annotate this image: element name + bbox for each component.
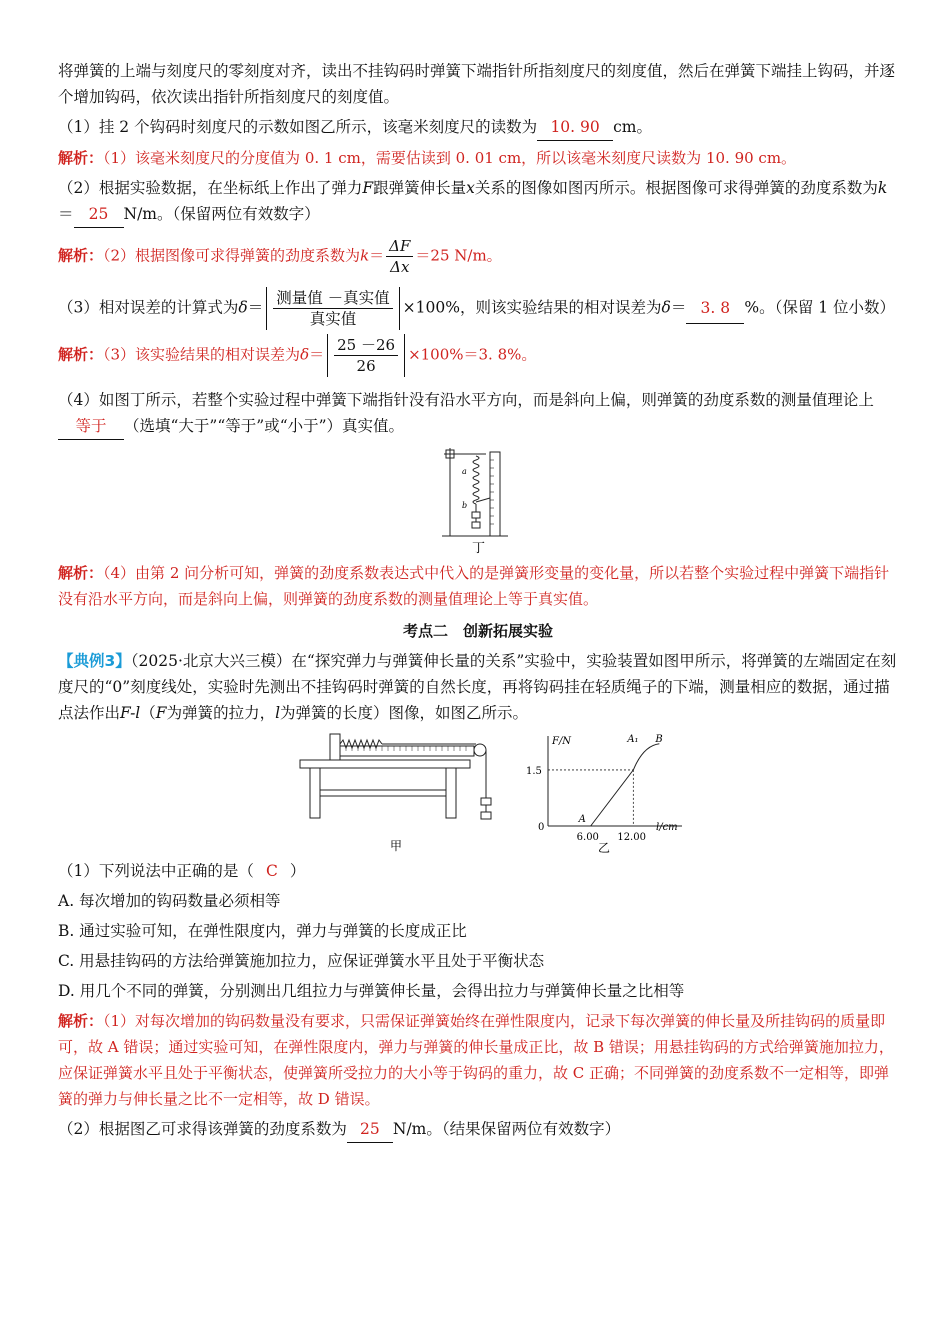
spring — [473, 456, 479, 504]
fraction-denominator: 真实值 — [309, 310, 357, 328]
analysis-1 — [58, 145, 898, 171]
question-5-suffix: ） — [289, 862, 306, 880]
question-2-suffix: N/m。（保留两位有效数字） — [123, 205, 320, 223]
question-4 — [58, 387, 898, 440]
analysis-label: 解析： — [58, 564, 104, 582]
figure-yi-caption: 乙 — [598, 841, 611, 855]
spring — [340, 740, 382, 748]
y-tick-label: 1.5 — [526, 765, 542, 777]
fraction-denominator: Δx — [390, 258, 410, 276]
symbol-f: F — [155, 704, 167, 722]
fraction-denominator: 26 — [356, 357, 376, 375]
question-1-answer: 10. 90 — [537, 114, 613, 141]
question-3-answer: 3. 8 — [686, 293, 744, 324]
question-2-mid2: 关系的图像如图丙所示。根据图像可求得弹簧的劲度系数为 — [474, 179, 878, 197]
analysis-label: 解析： — [58, 1012, 104, 1030]
figure-ding-caption: 丁 — [472, 541, 486, 556]
question-6-answer: 25 — [347, 1116, 393, 1143]
option-a: A. 每次增加的钩码数量必须相等 — [58, 892, 281, 910]
table-leg-left — [310, 768, 320, 818]
example-tag: 【典例3】 — [58, 652, 131, 670]
label-b: b — [462, 501, 468, 510]
symbol-k: k — [360, 246, 370, 265]
equals-sign: ＝ — [58, 205, 74, 223]
analysis-4 — [58, 560, 898, 612]
option-c: C. 用悬挂钩码的方法给弹簧施加拉力，应保证弹簧水平且处于平衡状态 — [58, 952, 545, 970]
question-4-suffix: （选填“大于”“等于”或“小于”）真实值。 — [124, 417, 405, 435]
question-5-text: （1）下列说法中正确的是（ — [58, 862, 254, 880]
question-4-answer: 等于 — [58, 413, 124, 440]
question-2-text: （2）根据实验数据，在坐标纸上作出了弹力 — [58, 179, 363, 197]
analysis-5-text: （1）对每次增加的钩码数量没有要求，只需保证弹簧始终在弹性限度内，记录下每次弹簧的伸长量及所挂钩码的质量即可，故 A 错误；通过实验可知，在弹性限度内，弹力与弹簧的伸长量成正比，故 B 错误；用悬挂钩码的方式给弹簧施加拉力，应保证弹簧水平且处于平衡状态，使弹簧所受拉力的大小等于钩码的重力，故 C 正确；不同弹簧的劲度系数不一定相等，即弹簧的弹力与伸长量之比不一定相等，故 D 错误。 — [58, 1012, 894, 1108]
section-title: 考点二 创新拓展实验 — [402, 622, 553, 640]
example-3-text: （2025·北京大兴三模）在“探究弹力与弹簧伸长量的关系”实验中，实验装置如图甲所示，将弹簧的左端固定在刻度尺的“0”刻度线处，实验时先测出不挂钩码时弹簧的自然长度，再将钩码挂在轻质绳子的下端，测量相应的数据，通过描点法作出 — [58, 652, 897, 722]
figure-jia — [296, 730, 496, 856]
analysis-2 — [58, 236, 898, 277]
x-tick-label: 6.00 — [576, 832, 599, 843]
series-line — [591, 744, 660, 826]
equals-sign: ＝ — [670, 298, 687, 317]
intro-paragraph: 将弹簧的上端与刻度尺的零刻度对齐，读出不挂钩码时弹簧下端指针所指刻度尺的刻度值，然后在弹簧下端挂上钩码，并逐个增加钩码，依次读出指针所指刻度尺的刻度值。 — [58, 62, 896, 106]
x-axis-label: l/cm — [656, 822, 678, 833]
question-1-suffix: cm。 — [613, 118, 652, 136]
question-3-suffix: %。（保留 1 位小数） — [744, 298, 896, 317]
equals-sign: ＝ — [309, 345, 325, 364]
point-label-b: B — [655, 734, 663, 745]
analysis-label: 解析： — [58, 345, 104, 364]
origin-label: 0 — [538, 822, 545, 833]
analysis-3-result: ×100%＝3. 8%。 — [408, 345, 537, 364]
figure-yi-chart — [518, 730, 688, 856]
analysis-5 — [58, 1008, 898, 1112]
question-6 — [58, 1116, 898, 1143]
fraction-numeric — [334, 335, 398, 376]
weight-1 — [481, 798, 491, 805]
question-3-text: （3）相对误差的计算式为 — [58, 298, 239, 317]
question-2-mid: 跟弹簧伸长量 — [373, 179, 467, 197]
question-5-answer: C — [265, 862, 278, 880]
fixed-block — [330, 734, 340, 760]
y-axis-label: F/N — [552, 736, 572, 747]
question-1 — [58, 114, 898, 141]
question-4-text: （4）如图丁所示，若整个实验过程中弹簧下端指针没有沿水平方向，而是斜向上偏，则弹簧的劲度系数的测量值理论上 — [58, 391, 874, 409]
question-2-answer: 25 — [74, 201, 124, 228]
analysis-2-result: ＝25 N/m。 — [415, 246, 502, 265]
question-5 — [58, 858, 898, 884]
document-page — [58, 58, 898, 1147]
x-tick-label: 12.00 — [617, 832, 646, 843]
example-3-t4: 为弹簧的长度）图像，如图乙所示。 — [280, 704, 529, 722]
symbol-l: l — [275, 704, 281, 722]
option-d: D. 用几个不同的弹簧，分别测出几组拉力与弹簧伸长量，会得出拉力与弹簧伸长量之比相等 — [58, 982, 685, 1000]
weight-2 — [481, 812, 491, 819]
analysis-3 — [58, 334, 898, 377]
point-label-a1: A₁ — [627, 734, 639, 745]
pulley — [474, 744, 486, 756]
option-b: B. 通过实验可知，在弹性限度内，弹力与弹簧的长度成正比 — [58, 922, 467, 940]
analysis-4-text: （4）由第 2 问分析可知，弹簧的劲度系数表达式中代入的是弹簧形变量的变化量，所以若整个实验过程中弹簧下端指针没有沿水平方向，而是斜向上偏，则弹簧的劲度系数的测量值理论上等于真实值。 — [58, 564, 890, 608]
fraction-delta-f-over-delta-x — [386, 236, 413, 277]
figure-row — [58, 730, 898, 856]
figure-ding — [438, 444, 518, 556]
symbol-k: k — [877, 179, 888, 197]
fraction-numerator: 测量值 －真实值 — [273, 288, 392, 309]
example-3-t3: 为弹簧的拉力， — [166, 704, 276, 722]
analysis-2-text: （2）根据图像可求得弹簧的劲度系数为 — [103, 246, 361, 265]
figure-jia-caption: 甲 — [390, 839, 403, 853]
equals-sign: ＝ — [369, 246, 385, 265]
analysis-3-text: （3）该实验结果的相对误差为 — [103, 345, 301, 364]
point-label-a: A — [578, 814, 586, 825]
equals-sign: ＝ — [247, 298, 264, 317]
example-3 — [58, 648, 898, 726]
table-top — [300, 760, 470, 768]
weight-1 — [472, 512, 480, 518]
table-leg-right — [446, 768, 456, 818]
label-a: a — [462, 467, 467, 476]
fraction-numerator: 25 －26 — [334, 335, 398, 356]
symbol-x: x — [466, 179, 475, 197]
question-3-mid: ×100%，则该实验结果的相对误差为 — [402, 298, 662, 317]
absolute-value — [327, 334, 405, 377]
question-6-text: （2）根据图乙可求得该弹簧的劲度系数为 — [58, 1120, 347, 1138]
symbol-f: F — [362, 179, 374, 197]
weight-2 — [472, 522, 480, 528]
question-2 — [58, 175, 898, 228]
question-6-suffix: N/m。（结果保留两位有效数字） — [392, 1120, 621, 1138]
analysis-label: 解析： — [58, 149, 104, 167]
symbol-delta: δ — [300, 345, 310, 364]
paren-open: （ — [140, 704, 156, 722]
question-3 — [58, 287, 898, 330]
absolute-value — [266, 287, 399, 330]
symbol-f-l: F-l — [120, 704, 141, 722]
analysis-1-text: （1）该毫米刻度尺的分度值为 0. 1 cm，需要估读到 0. 01 cm，所以该毫米刻度尺读数为 10. 90 cm。 — [103, 149, 797, 167]
fraction-relative-error — [273, 288, 392, 329]
fraction-numerator: ΔF — [386, 236, 413, 257]
symbol-delta: δ — [661, 298, 671, 317]
question-1-text: （1）挂 2 个钩码时刻度尺的示数如图乙所示，该毫米刻度尺的读数为 — [58, 118, 538, 136]
symbol-delta: δ — [238, 298, 248, 317]
analysis-label: 解析： — [58, 246, 104, 265]
ruler — [490, 452, 500, 536]
